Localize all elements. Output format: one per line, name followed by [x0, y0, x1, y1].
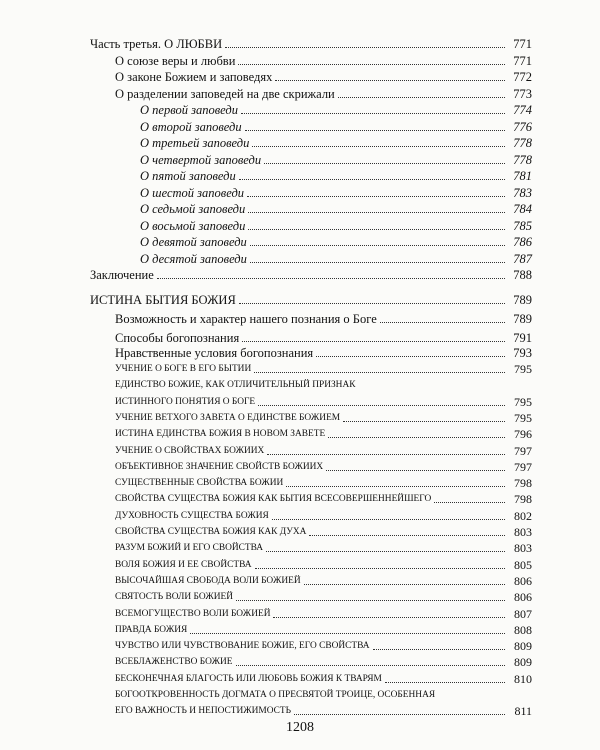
entry-page: 795	[514, 410, 532, 425]
entry-title: ИСТИНА БЫТИЯ БОЖИЯ	[90, 293, 236, 307]
entry-page: 802	[514, 508, 532, 523]
entry-title: Нравственные условия богопознания	[115, 346, 314, 360]
entry-page: 789	[513, 293, 532, 307]
toc-entry	[115, 622, 532, 638]
entry-page: 784	[513, 202, 532, 216]
entry-page: 797	[514, 443, 532, 458]
entry-title: СВЯТОСТЬ ВОЛИ БОЖИЕЙ	[115, 592, 234, 603]
dot-leader	[385, 682, 505, 683]
entry-title: О разделении заповедей на две скрижали	[115, 86, 335, 101]
entry-page: 793	[513, 346, 532, 360]
entry-title: СУЩЕСТВЕННЫЕ СВОЙСТВА БОЖИИ	[115, 478, 284, 489]
entry-title: О пятой заповеди	[140, 169, 236, 183]
entry-page: 811	[514, 704, 532, 719]
entry-page: 785	[513, 218, 532, 233]
entry-title: ЧУВСТВО ИЛИ ЧУВСТВОВАНИЕ БОЖИЕ, ЕГО СВОЙСТВА	[115, 641, 370, 652]
entry-page: 798	[514, 476, 532, 491]
entry-title: О девятой заповеди	[140, 235, 247, 249]
dot-leader	[236, 665, 505, 666]
entry-title: ИСТИННОГО ПОНЯТИЯ О БОГЕ	[115, 396, 256, 407]
toc-entry	[115, 654, 532, 670]
entry-title: УЧЕНИЕ О БОГЕ В ЕГО БЫТИИ	[115, 364, 252, 374]
toc-entry	[115, 687, 532, 703]
entry-page: 778	[513, 152, 532, 167]
entry-page: 774	[513, 103, 532, 117]
entry-page: 781	[513, 169, 532, 183]
entry-page: 796	[514, 427, 532, 442]
entry-page: 795	[514, 394, 532, 409]
entry-page: 805	[514, 557, 532, 572]
dot-leader	[294, 714, 505, 715]
entry-title: УЧЕНИЕ О СВОЙСТВАХ БОЖИИХ	[115, 445, 265, 456]
entry-title: О третьей заповеди	[140, 136, 250, 150]
entry-page: 809	[514, 639, 532, 654]
entry-title: СВОЙСТВА СУЩЕСТВА БОЖИЯ КАК БЫТИЯ ВСЕСОВЕРШЕННЕЙШЕГО	[115, 494, 432, 505]
entry-title: Способы богопознания	[115, 331, 240, 345]
toc-entry	[115, 703, 532, 719]
entry-page: 806	[514, 590, 532, 605]
entry-page: 773	[513, 86, 532, 101]
entry-page: 803	[514, 541, 532, 556]
entry-page: 808	[514, 622, 532, 637]
entry-title: Часть третья. О ЛЮБВИ	[90, 37, 223, 51]
entry-page: 789	[513, 312, 532, 326]
entry-title: СВОЙСТВА СУЩЕСТВА БОЖИЯ КАК ДУХА	[115, 527, 307, 537]
entry-title: О восьмой заповеди	[140, 218, 246, 233]
entry-page: 807	[514, 606, 532, 621]
entry-page: 803	[514, 525, 532, 539]
entry-title: ЕГО ВАЖНОСТЬ И НЕПОСТИЖИМОСТЬ	[115, 706, 291, 717]
entry-page: 795	[514, 362, 532, 376]
entry-page: 798	[514, 492, 532, 507]
entry-title: БОГООТКРОВЕННОСТЬ ДОГМАТА О ПРЕСВЯТОЙ ТРОИЦЕ, ОСОБЕННАЯ	[115, 690, 436, 700]
entry-title: О первой заповеди	[140, 103, 238, 117]
entry-page: 786	[513, 235, 532, 249]
entry-title: Возможность и характер нашего познания о Боге	[115, 312, 377, 326]
entry-title: О седьмой заповеди	[140, 202, 246, 216]
entry-page: 771	[513, 53, 532, 68]
entry-page: 809	[514, 655, 532, 670]
entry-page: 806	[514, 573, 532, 588]
entry-title: ПРАВДА БОЖИЯ	[115, 624, 188, 635]
entry-page: 772	[513, 70, 532, 84]
entry-title: ИСТИНА ЕДИНСТВА БОЖИЯ В НОВОМ ЗАВЕТЕ	[115, 429, 326, 440]
entry-title: РАЗУМ БОЖИЙ И ЕГО СВОЙСТВА	[115, 543, 264, 554]
entry-page: 783	[513, 185, 532, 200]
entry-page: 787	[513, 251, 532, 266]
entry-page: 810	[514, 671, 532, 686]
entry-title: ДУХОВНОСТЬ СУЩЕСТВА БОЖИЯ	[115, 510, 269, 521]
toc-entry	[115, 638, 532, 654]
entry-title: О десятой заповеди	[140, 251, 247, 266]
entry-title: УЧЕНИЕ ВЕТХОГО ЗАВЕТА О ЕДИНСТВЕ БОЖИЕМ	[115, 412, 341, 423]
toc-entry	[115, 671, 532, 687]
entry-title: О союзе веры и любви	[115, 53, 236, 68]
dot-leader	[373, 649, 505, 650]
entry-title: Заключение	[90, 268, 154, 282]
entry-title: ВЫСОЧАЙШАЯ СВОБОДА ВОЛИ БОЖИЕЙ	[115, 575, 301, 586]
entry-title: ВСЕБЛАЖЕНСТВО БОЖИЕ	[115, 657, 233, 668]
entry-title: О шестой заповеди	[140, 185, 245, 200]
entry-title: ОБЪЕКТИВНОЕ ЗНАЧЕНИЕ СВОЙСТВ БОЖИИХ	[115, 461, 324, 472]
entry-page: 778	[513, 136, 532, 150]
dot-leader	[190, 633, 505, 634]
entry-page: 788	[513, 268, 532, 282]
entry-title: ЕДИНСТВО БОЖИЕ, КАК ОТЛИЧИТЕЛЬНЫЙ ПРИЗНАК	[115, 380, 356, 391]
entry-page: 776	[513, 119, 532, 134]
entry-title: О четвертой заповеди	[140, 152, 262, 167]
entry-title: О законе Божием и заповедях	[115, 70, 273, 84]
entry-title: ВОЛЯ БОЖИЯ И ЕЕ СВОЙСТВА	[115, 559, 252, 570]
entry-title: ВСЕМОГУЩЕСТВО ВОЛИ БОЖИЕЙ	[115, 608, 271, 619]
entry-page: 791	[513, 331, 532, 345]
entry-title: БЕСКОНЕЧНАЯ БЛАГОСТЬ ИЛИ ЛЮБОВЬ БОЖИЯ К ТВАРЯМ	[115, 673, 382, 684]
entry-title: О второй заповеди	[140, 119, 242, 134]
entry-page: 797	[514, 459, 532, 474]
entry-page: 771	[513, 37, 532, 51]
page-number: 1208	[286, 720, 314, 735]
